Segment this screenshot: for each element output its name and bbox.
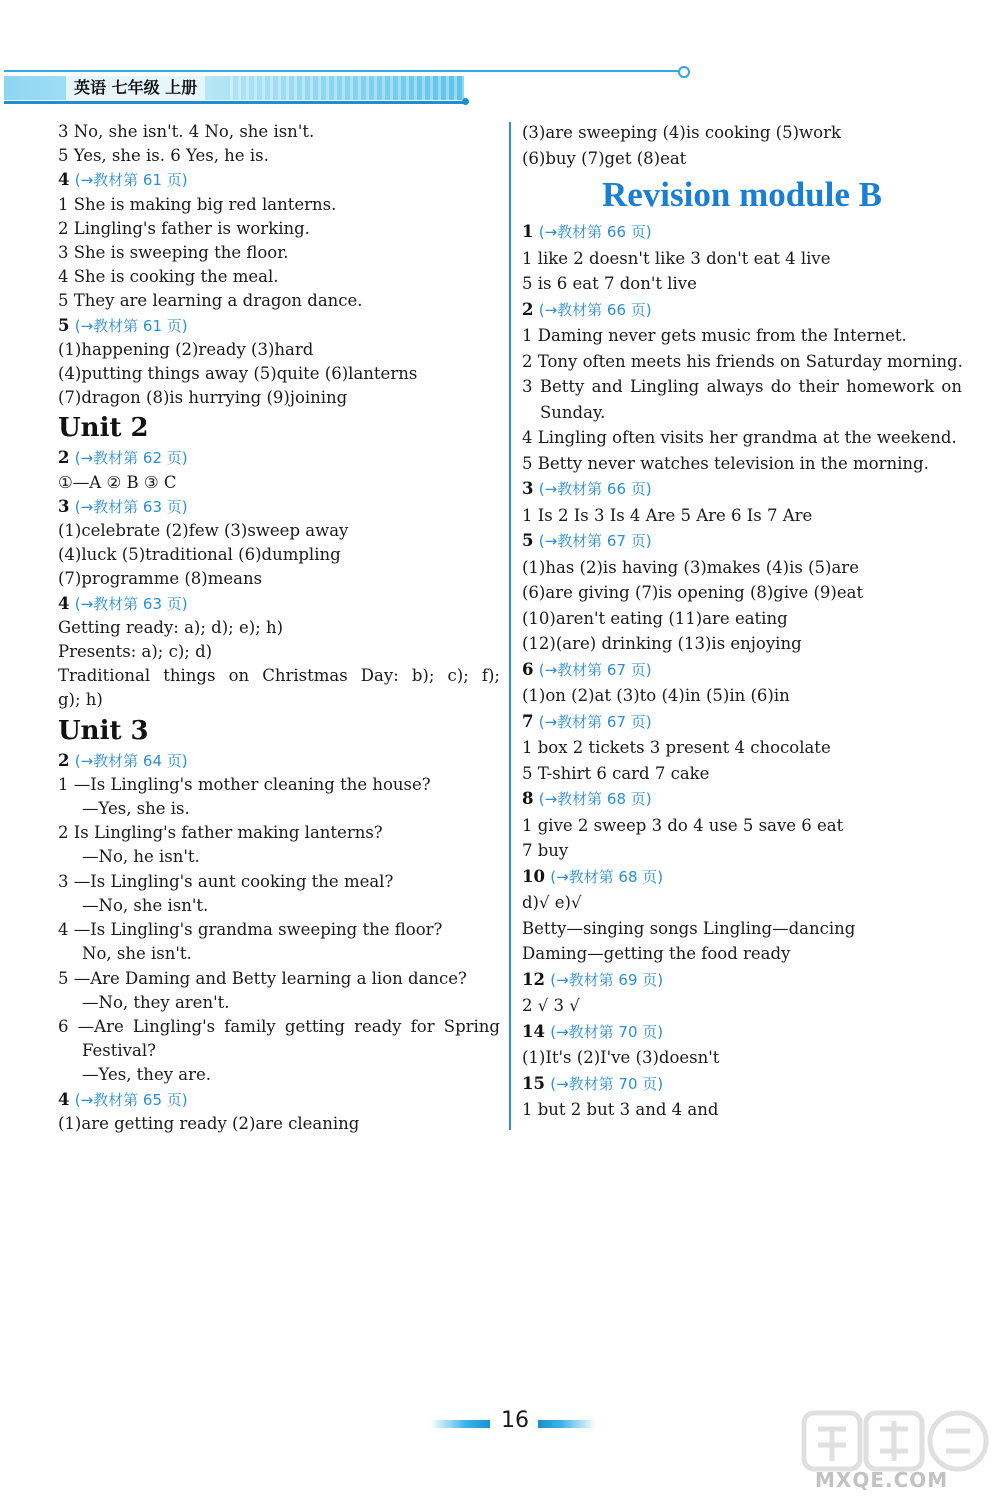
textbook-page-reference: (→教材第 70 页) <box>550 1074 664 1093</box>
answer-line: (1)are getting ready (2)are cleaning <box>58 1113 360 1133</box>
answer-line: 2 √ 3 √ <box>522 996 580 1015</box>
answer-line: 3 No, she isn't. 4 No, she isn't. <box>58 122 315 141</box>
answer-line: 3 She is sweeping the floor. <box>58 243 289 263</box>
question-number: 14 <box>522 1021 545 1041</box>
answer-line: Betty—singing songs Lingling—dancing <box>522 918 856 938</box>
question-heading <box>58 314 500 338</box>
question-number: 4 <box>58 170 70 190</box>
textbook-page-reference: (→教材第 67 页) <box>538 712 652 731</box>
answer-line: —No, they aren't. <box>82 992 230 1012</box>
question-heading <box>58 168 500 192</box>
answer-line: 2 Tony often meets his friends on Saturday morning. <box>522 351 963 371</box>
textbook-page-reference: (→教材第 69 页) <box>550 970 664 989</box>
question-heading <box>522 219 962 246</box>
header-circle-ornament <box>678 66 690 78</box>
answer-line: ①—A ② B ③ C <box>58 472 177 492</box>
answer-line: 5 T-shirt 6 card 7 cake <box>522 763 710 783</box>
answer-line: (7)programme (8)means <box>58 569 263 589</box>
question-number: 1 <box>522 222 534 241</box>
question-number: 2 <box>58 750 70 770</box>
textbook-page-reference: (→教材第 67 页) <box>538 532 652 550</box>
answer-line: 5 —Are Daming and Betty learning a lion dance? <box>58 968 467 988</box>
answer-line: 1 but 2 but 3 and 4 and <box>522 1100 719 1119</box>
answer-line: 5 Betty never watches television in the morning. <box>522 453 929 473</box>
question-heading <box>58 749 500 773</box>
textbook-page-reference: (→教材第 67 页) <box>538 660 652 679</box>
answer-line: (4)putting things away (5)quite (6)lanterns <box>58 364 418 384</box>
answer-line: 1 give 2 sweep 3 do 4 use 5 save 6 eat <box>522 815 844 835</box>
answer-line: 4 —Is Lingling's grandma sweeping the floor? <box>58 920 443 940</box>
answer-line: 1 Daming never gets music from the Internet. <box>522 326 907 345</box>
column-divider <box>509 122 511 1130</box>
unit-heading: Unit 3 <box>58 715 149 746</box>
answer-line: —Yes, they are. <box>82 1065 212 1085</box>
textbook-page-reference: (→教材第 66 页) <box>538 300 652 319</box>
answer-line: —No, she isn't. <box>82 895 209 915</box>
answer-line: Presents: a); c); d) <box>58 642 213 662</box>
question-number: 5 <box>522 531 534 550</box>
textbook-page-reference: (→教材第 66 页) <box>538 223 652 241</box>
answer-line: Daming—getting the food ready <box>522 944 791 963</box>
answer-line: (4)luck (5)traditional (6)dumpling <box>58 545 341 565</box>
textbook-page-reference: (→教材第 64 页) <box>74 751 188 770</box>
answer-line: g); h) <box>58 690 103 710</box>
answer-line: (10)aren't eating (11)are eating <box>522 608 788 628</box>
question-number: 10 <box>522 866 545 886</box>
textbook-page-reference: (→教材第 66 页) <box>538 480 652 498</box>
header-rule-top <box>4 70 680 72</box>
answer-line: d)√ e)√ <box>522 893 582 912</box>
answer-line: —No, he isn't. <box>82 847 200 867</box>
textbook-page-reference: (→教材第 70 页) <box>550 1022 664 1041</box>
question-number: 2 <box>522 299 534 319</box>
textbook-page-reference: (→教材第 63 页) <box>74 497 188 516</box>
answer-line: (1)happening (2)ready (3)hard <box>58 339 314 359</box>
answer-line: 4 She is cooking the meal. <box>58 267 279 287</box>
textbook-page-reference: (→教材第 63 页) <box>74 594 188 613</box>
answer-line: 3 —Is Lingling's aunt cooking the meal? <box>58 871 394 891</box>
answer-line: (3)are sweeping (4)is cooking (5)work <box>522 123 841 142</box>
answer-line: (1)celebrate (2)few (3)sweep away <box>58 521 349 541</box>
header-dot-ornament <box>462 98 469 105</box>
answer-line: Festival? <box>82 1041 156 1061</box>
answer-line: Getting ready: a); d); e); h) <box>58 617 284 637</box>
header-rule-bottom <box>4 101 466 104</box>
answer-line: 5 Yes, she is. 6 Yes, he is. <box>58 146 269 166</box>
question-number: 3 <box>522 479 534 498</box>
answer-line: (1)It's (2)I've (3)doesn't <box>522 1048 720 1067</box>
answer-line: (1)has (2)is having (3)makes (4)is (5)are <box>522 557 859 577</box>
answer-line: 1 box 2 tickets 3 present 4 chocolate <box>522 738 831 757</box>
question-heading <box>522 709 962 736</box>
question-heading <box>522 864 962 891</box>
answer-line: 2 Is Lingling's father making lanterns? <box>58 823 383 843</box>
question-number: 3 <box>58 496 70 516</box>
question-heading <box>522 967 962 994</box>
question-heading <box>522 528 962 555</box>
right-answer-column <box>522 120 962 1123</box>
answer-line: 5 They are learning a dragon dance. <box>58 291 363 311</box>
question-heading <box>58 592 500 616</box>
question-number: 8 <box>522 789 534 808</box>
question-heading <box>522 1019 962 1046</box>
watermark-text: MXQE.COM <box>815 1468 949 1492</box>
answer-line: 3 Betty and Lingling always do their homework on <box>522 377 962 396</box>
answer-line: 5 is 6 eat 7 don't live <box>522 274 697 293</box>
answer-line: (7)dragon (8)is hurrying (9)joining <box>58 388 348 408</box>
page-number-ornament-right <box>538 1420 596 1428</box>
question-heading <box>522 786 962 813</box>
unit-heading: Unit 2 <box>58 413 149 444</box>
textbook-page-reference: (→教材第 61 页) <box>74 316 188 335</box>
question-heading <box>522 476 962 503</box>
left-answer-column <box>58 120 500 1136</box>
answer-line: (6)buy (7)get (8)eat <box>522 148 687 168</box>
answer-line: 6 —Are Lingling's family getting ready for Spring <box>58 1016 500 1036</box>
question-heading <box>58 1088 500 1112</box>
question-heading <box>522 297 962 324</box>
page-number: 16 <box>501 1408 529 1433</box>
answer-line: (6)are giving (7)is opening (8)give (9)eat <box>522 583 864 602</box>
question-heading <box>58 495 500 519</box>
answer-line: 1 She is making big red lanterns. <box>58 194 337 214</box>
answer-line: No, she isn't. <box>82 944 192 964</box>
answer-line: 2 Lingling's father is working. <box>58 218 310 238</box>
question-number: 5 <box>58 315 70 335</box>
question-number: 4 <box>58 1089 70 1109</box>
answer-line: 1 like 2 doesn't like 3 don't eat 4 live <box>522 248 831 268</box>
answer-line: 4 Lingling often visits her grandma at the weekend. <box>522 428 957 447</box>
answer-line: Traditional things on Christmas Day: b); c); f); <box>58 666 500 686</box>
question-heading <box>522 657 962 684</box>
answer-line: 1 Is 2 Is 3 Is 4 Are 5 Are 6 Is 7 Are <box>522 505 813 525</box>
question-number: 12 <box>522 969 545 989</box>
answer-line: (12)(are) drinking (13)is enjoying <box>522 634 802 653</box>
question-number: 6 <box>522 659 534 679</box>
answer-line: 7 buy <box>522 841 569 860</box>
book-title: 英语 七年级 上册 <box>66 76 205 100</box>
question-heading <box>522 1071 962 1098</box>
answer-line: —Yes, she is. <box>82 799 190 819</box>
answer-line: 1 —Is Lingling's mother cleaning the house? <box>58 774 431 794</box>
question-number: 2 <box>58 448 70 468</box>
textbook-page-reference: (→教材第 61 页) <box>74 171 188 190</box>
question-number: 15 <box>522 1073 545 1093</box>
answer-line: Sunday. <box>540 402 606 422</box>
textbook-page-reference: (→教材第 68 页) <box>550 867 664 886</box>
header-banner-stripes <box>230 76 464 100</box>
page-number-ornament-left <box>430 1420 490 1428</box>
question-heading <box>58 446 500 470</box>
answer-line: (1)on (2)at (3)to (4)in (5)in (6)in <box>522 686 790 705</box>
textbook-page-reference: (→教材第 65 页) <box>74 1090 188 1109</box>
question-number: 7 <box>522 711 534 731</box>
question-number: 4 <box>58 593 70 613</box>
module-heading: Revision module B <box>601 175 883 214</box>
textbook-page-reference: (→教材第 62 页) <box>74 449 188 468</box>
textbook-page-reference: (→教材第 68 页) <box>538 790 652 808</box>
